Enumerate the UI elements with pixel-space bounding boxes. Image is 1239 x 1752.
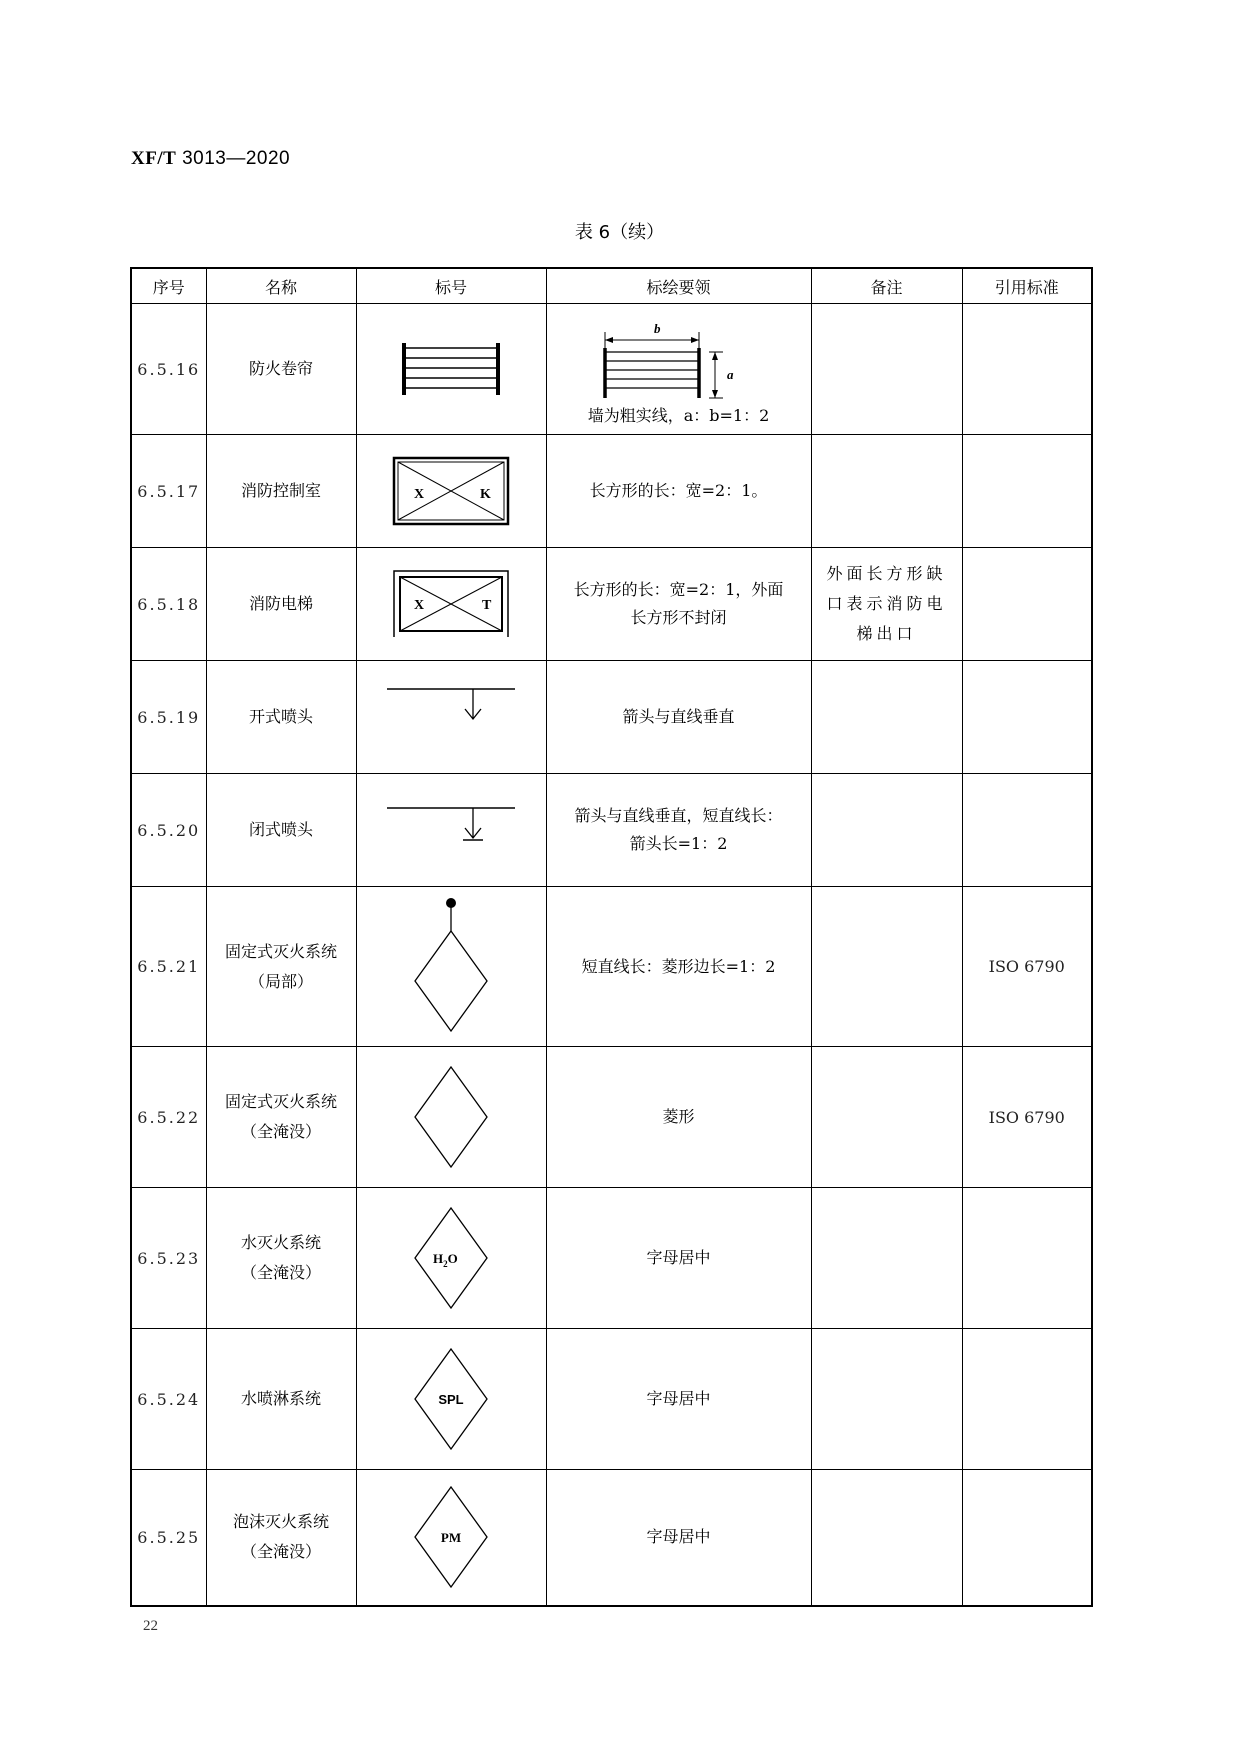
foam-system-symbol bbox=[411, 1485, 491, 1589]
row-symbol bbox=[356, 661, 546, 774]
table-row bbox=[131, 661, 1092, 774]
table-row bbox=[131, 304, 1092, 435]
row-name bbox=[206, 774, 356, 887]
row-name-line: 固定式灭火系统 bbox=[224, 1092, 337, 1111]
total-flooding-system-symbol bbox=[411, 1065, 491, 1169]
fire-control-room-symbol bbox=[392, 456, 510, 526]
dimension-label-b: b bbox=[653, 321, 660, 336]
row-symbol bbox=[356, 1329, 546, 1470]
table-header-row bbox=[131, 268, 1092, 304]
row-name-line: 消防控制室 bbox=[240, 481, 321, 500]
row-name bbox=[206, 1047, 356, 1188]
row-reference bbox=[962, 1470, 1092, 1606]
row-name-line: 固定式灭火系统 bbox=[224, 941, 337, 961]
table-row bbox=[131, 548, 1092, 661]
row-name-line: 开式喷头 bbox=[248, 707, 313, 726]
note-line: 梯出口 bbox=[856, 624, 917, 643]
symbol-label: X bbox=[414, 598, 425, 613]
open-sprinkler-symbol bbox=[385, 683, 517, 727]
col-header-requirement: 标绘要领 bbox=[546, 268, 811, 304]
symbol-table bbox=[130, 267, 1093, 1607]
row-code: 6.5.18 bbox=[131, 548, 206, 661]
table-row bbox=[131, 1188, 1092, 1329]
row-note bbox=[811, 887, 962, 1047]
row-name bbox=[206, 304, 356, 435]
row-code: 6.5.23 bbox=[131, 1188, 206, 1329]
row-name bbox=[206, 1329, 356, 1470]
row-requirement: 字母居中 bbox=[546, 1470, 811, 1606]
row-reference: ISO 6790 bbox=[962, 887, 1092, 1047]
row-note bbox=[811, 774, 962, 887]
table-row bbox=[131, 1470, 1092, 1606]
row-name-line: （全淹没） bbox=[240, 1263, 321, 1282]
table-row bbox=[131, 1047, 1092, 1188]
row-name bbox=[206, 548, 356, 661]
row-code: 6.5.22 bbox=[131, 1047, 206, 1188]
symbol-label-subscript: 2 bbox=[443, 1259, 448, 1269]
row-code: 6.5.16 bbox=[131, 304, 206, 435]
symbol-label: PM bbox=[440, 1530, 462, 1546]
row-code: 6.5.20 bbox=[131, 774, 206, 887]
row-reference bbox=[962, 1188, 1092, 1329]
col-header-name: 名称 bbox=[206, 268, 356, 304]
row-reference bbox=[962, 304, 1092, 435]
row-reference bbox=[962, 435, 1092, 548]
row-name-line: 泡沫灭火系统 bbox=[232, 1512, 329, 1532]
table-row bbox=[131, 774, 1092, 887]
row-name-line: （局部） bbox=[248, 971, 313, 991]
row-name bbox=[206, 1188, 356, 1329]
row-requirement bbox=[546, 548, 811, 661]
row-code: 6.5.19 bbox=[131, 661, 206, 774]
page-number: 22 bbox=[143, 1618, 158, 1634]
row-symbol bbox=[356, 1188, 546, 1329]
row-name-line: 防火卷帘 bbox=[248, 359, 313, 378]
row-symbol bbox=[356, 304, 546, 435]
requirement-line: 长方形的长：宽=2：1，外面 bbox=[573, 580, 784, 599]
row-code: 6.5.21 bbox=[131, 887, 206, 1047]
row-note bbox=[811, 1188, 962, 1329]
row-note bbox=[811, 304, 962, 435]
row-name-line: 消防电梯 bbox=[248, 594, 313, 613]
requirement-text: 墙为粗实线，a：b=1：2 bbox=[587, 406, 770, 425]
row-reference: ISO 6790 bbox=[962, 1047, 1092, 1188]
row-note bbox=[811, 661, 962, 774]
col-header-note: 备注 bbox=[811, 268, 962, 304]
requirement-line: 箭头与直线垂直，短直线长： bbox=[574, 806, 783, 825]
row-reference bbox=[962, 1329, 1092, 1470]
water-system-symbol bbox=[411, 1206, 491, 1310]
symbol-label: K bbox=[480, 487, 491, 502]
symbol-label: X bbox=[414, 487, 425, 502]
sprinkler-system-symbol bbox=[411, 1347, 491, 1451]
row-note bbox=[811, 435, 962, 548]
row-note bbox=[811, 1470, 962, 1606]
note-line: 口表示消防电 bbox=[826, 594, 947, 613]
row-requirement: 箭头与直线垂直 bbox=[546, 661, 811, 774]
table-title: 表 6（续） bbox=[574, 222, 665, 243]
dimension-diagram bbox=[597, 318, 747, 402]
row-note bbox=[811, 1047, 962, 1188]
closed-sprinkler-symbol bbox=[385, 802, 517, 846]
dimension-label-a: a bbox=[726, 367, 733, 382]
row-name-line: 水喷淋系统 bbox=[240, 1389, 321, 1408]
row-name bbox=[206, 435, 356, 548]
row-symbol bbox=[356, 548, 546, 661]
col-header-symbol: 标号 bbox=[356, 268, 546, 304]
row-name bbox=[206, 887, 356, 1047]
row-code: 6.5.24 bbox=[131, 1329, 206, 1470]
symbol-label-h: H bbox=[433, 1251, 444, 1266]
row-name-line: 水灭火系统 bbox=[240, 1233, 321, 1252]
row-note bbox=[811, 1329, 962, 1470]
row-name bbox=[206, 1470, 356, 1606]
row-symbol bbox=[356, 1047, 546, 1188]
row-symbol bbox=[356, 435, 546, 548]
row-symbol bbox=[356, 1470, 546, 1606]
fire-shutter-symbol bbox=[396, 339, 506, 399]
row-code: 6.5.17 bbox=[131, 435, 206, 548]
row-requirement bbox=[546, 774, 811, 887]
requirement-line: 长方形不封闭 bbox=[630, 608, 727, 627]
row-name-line: （全淹没） bbox=[240, 1122, 321, 1141]
document-code-prefix: XF/T bbox=[131, 148, 177, 169]
requirement-line: 箭头长=1：2 bbox=[629, 834, 728, 853]
document-code-number: 3013—2020 bbox=[182, 148, 291, 169]
row-requirement: 字母居中 bbox=[546, 1329, 811, 1470]
row-reference bbox=[962, 661, 1092, 774]
symbol-label: T bbox=[482, 598, 492, 613]
row-symbol bbox=[356, 887, 546, 1047]
table-row bbox=[131, 887, 1092, 1047]
col-header-reference: 引用标准 bbox=[962, 268, 1092, 304]
row-symbol bbox=[356, 774, 546, 887]
row-requirement: 字母居中 bbox=[546, 1188, 811, 1329]
row-name-line: （全淹没） bbox=[240, 1542, 321, 1562]
table-row bbox=[131, 435, 1092, 548]
row-requirement: 长方形的长：宽=2：1。 bbox=[546, 435, 811, 548]
symbol-label-o: O bbox=[447, 1251, 458, 1266]
fire-elevator-symbol bbox=[392, 569, 510, 639]
row-code: 6.5.25 bbox=[131, 1470, 206, 1606]
row-reference bbox=[962, 548, 1092, 661]
row-name-line: 闭式喷头 bbox=[248, 820, 313, 839]
table-row bbox=[131, 1329, 1092, 1470]
row-reference bbox=[962, 774, 1092, 887]
row-requirement: 菱形 bbox=[546, 1047, 811, 1188]
local-fixed-system-symbol bbox=[411, 897, 491, 1037]
row-requirement bbox=[546, 304, 811, 435]
row-note bbox=[811, 548, 962, 661]
note-line: 外面长方形缺 bbox=[826, 564, 947, 583]
document-code bbox=[131, 148, 290, 170]
row-requirement: 短直线长：菱形边长=1：2 bbox=[546, 887, 811, 1047]
row-name bbox=[206, 661, 356, 774]
symbol-label bbox=[433, 1251, 458, 1269]
symbol-label: SPL bbox=[438, 1392, 464, 1407]
col-header-code: 序号 bbox=[131, 268, 206, 304]
